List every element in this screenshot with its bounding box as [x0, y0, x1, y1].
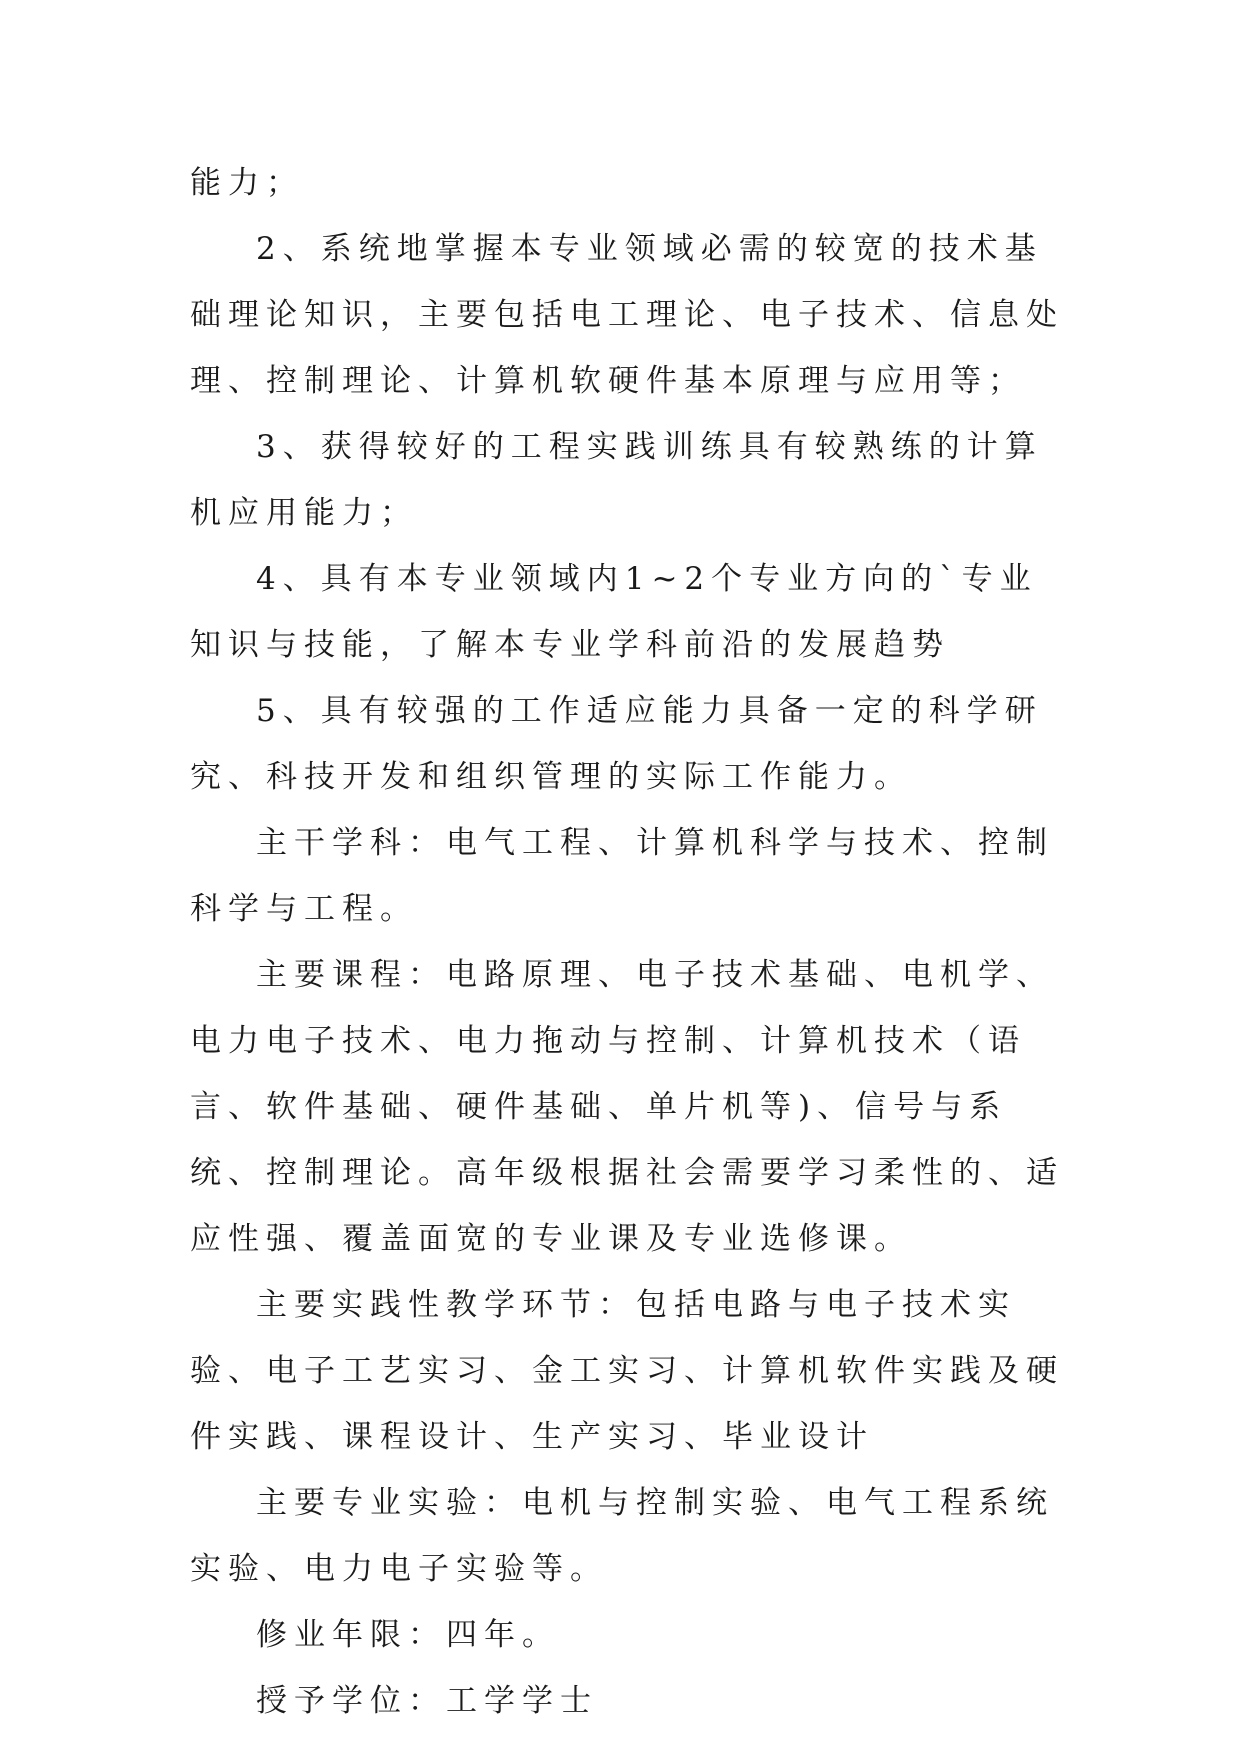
paragraph-requirement-5: 5、具有较强的工作适应能力具备一定的科学研究、科技开发和组织管理的实际工作能力。 [190, 693, 1043, 795]
paragraph-requirement-3: 3、获得较好的工程实践训练具有较熟练的计算机应用能力； [190, 429, 1043, 531]
paragraph-major-experiments: 主要专业实验：电机与控制实验、电气工程系统实验、电力电子实验等。 [190, 1485, 1054, 1587]
paragraph-degree-awarded: 授予学位：工学学士 [256, 1683, 598, 1719]
paragraph-requirement-4: 4、具有本专业领域内1~2个专业方向的`专业知识与技能，了解本专业学科前沿的发展趋势 [190, 561, 1038, 663]
paragraph-ability-continued: 能力； [190, 165, 304, 201]
paragraph-main-disciplines: 主干学科：电气工程、计算机科学与技术、控制科学与工程。 [190, 825, 1054, 927]
document-body [190, 150, 1070, 1734]
paragraph-practice-links: 主要实践性教学环节：包括电路与电子技术实验、电子工艺实习、金工实习、计算机软件实践及硬件实践、课程设计、生产实习、毕业设计 [190, 1287, 1064, 1455]
paragraph-requirement-2: 2、系统地掌握本专业领域必需的较宽的技术基础理论知识，主要包括电工理论、电子技术、信息处理、控制理论、计算机软硬件基本原理与应用等； [190, 231, 1064, 399]
paragraph-main-courses: 主要课程：电路原理、电子技术基础、电机学、电力电子技术、电力拖动与控制、计算机技术（语言、软件基础、硬件基础、单片机等)、信号与系统、控制理论。高年级根据社会需要学习柔性的、适应性强、覆盖面宽的专业课及专业选修课。 [190, 957, 1064, 1257]
paragraph-study-duration: 修业年限：四年。 [256, 1617, 560, 1653]
